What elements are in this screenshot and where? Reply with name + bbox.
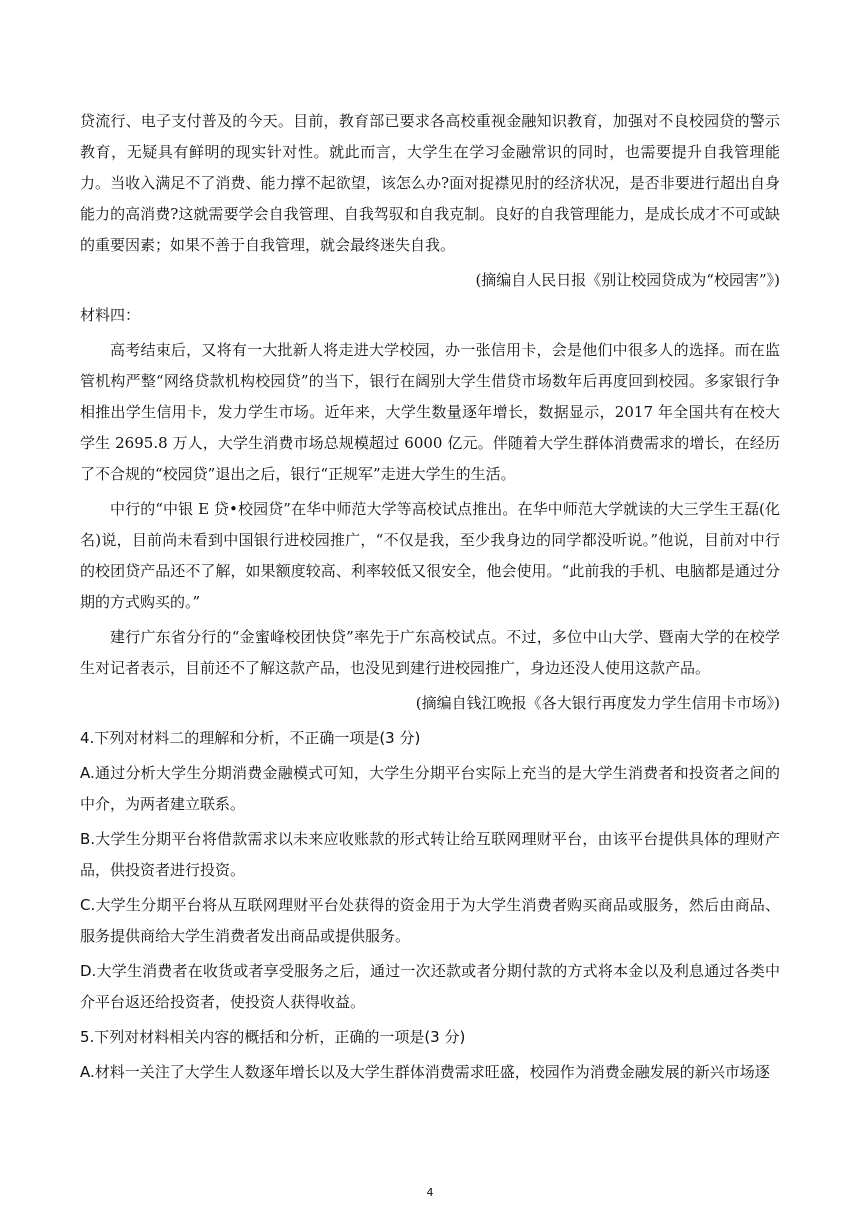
material3-paragraph: 贷流行、电子支付普及的今天。目前，教育部已要求各高校重视金融知识教育，加强对不良校园贷的警示教育，无疑具有鲜明的现实针对性。就此而言，大学生在学习金融常识的同时，也需要提升自我管理能力。当收入满足不了消费、能力撑不起欲望，该怎么办?面对捉襟见肘的经济状况，是否非要进行超出自身能力的高消费?这就需要学会自我管理、自我驾驭和自我克制。良好的自我管理能力，是成长成才不可或缺的重要因素；如果不善于自我管理，就会最终迷失自我。	[80, 112, 780, 254]
material4-paragraph-3: 建行广东省分行的“金蜜峰校团快贷”率先于广东高校试点。不过，多位中山大学、暨南大学的在校学生对记者表示，目前还不了解这款产品，也没见到建行进校园推广，身边还没人使用这款产品。	[80, 628, 780, 677]
material3-source: (摘编自人民日报《别让校园贷成为“校园害”》)	[475, 271, 780, 289]
page-content	[80, 106, 780, 1092]
question4-option-a: A.通过分析大学生分期消费金融模式可知，大学生分期平台实际上充当的是大学生消费者和投资者之间的中介，为两者建立联系。	[80, 764, 780, 813]
material4-source: (摘编自钱江晚报《各大银行再度发力学生信用卡市场》)	[415, 694, 780, 712]
material4-paragraph-2: 中行的“中银 E 贷•校园贷”在华中师范大学等高校试点推出。在华中师范大学就读的大三学生王磊(化名)说，目前尚未看到中国银行进校园推广，“不仅是我，至少我身边的同学都没听说。”他说，目前对中行的校团贷产品还不了解，如果额度较高、利率较低又很安全，他会使用。“此前我的手机、电脑都是通过分期的方式购买的。”	[80, 500, 780, 611]
question4-option-b: B.大学生分期平台将借款需求以未来应收账款的形式转让给互联网理财平台，由该平台提供具体的理财产品，供投资者进行投资。	[80, 830, 780, 879]
material4-heading: 材料四：	[80, 306, 141, 324]
question5-stem: 5.下列对材料相关内容的概括和分析，正确的一项是(3 分)	[80, 1028, 466, 1046]
question4-option-c: C.大学生分期平台将从互联网理财平台处获得的资金用于为大学生消费者购买商品或服务，然后由商品、服务提供商给大学生消费者发出商品或提供服务。	[80, 896, 780, 945]
question5-option-a: A.材料一关注了大学生人数逐年增长以及大学生群体消费需求旺盛，校园作为消费金融发展的新兴市场逐	[80, 1063, 770, 1081]
question4-stem: 4.下列对材料二的理解和分析，不正确一项是(3 分)	[80, 729, 421, 747]
question4-option-d: D.大学生消费者在收货或者享受服务之后，通过一次还款或者分期付款的方式将本金以及利息通过各类中介平台返还给投资者，使投资人获得收益。	[80, 962, 780, 1011]
page-number: 4	[426, 1186, 434, 1199]
material4-paragraph-1: 高考结束后，又将有一大批新人将走进大学校园，办一张信用卡，会是他们中很多人的选择。而在监管机构严整“网络贷款机构校园贷”的当下，银行在阔别大学生借贷市场数年后再度回到校园。多家银行争相推出学生信用卡，发力学生市场。近年来，大学生数量逐年增长，数据显示，2017 年全国共有在校大学生 2695.8 万人，大学生消费市场总规模超过 6000 亿元。伴随着大学生群体消费需求的增长，在经历了不合规的“校园贷”退出之后，银行“正规军”走进大学生的生活。	[80, 341, 780, 483]
